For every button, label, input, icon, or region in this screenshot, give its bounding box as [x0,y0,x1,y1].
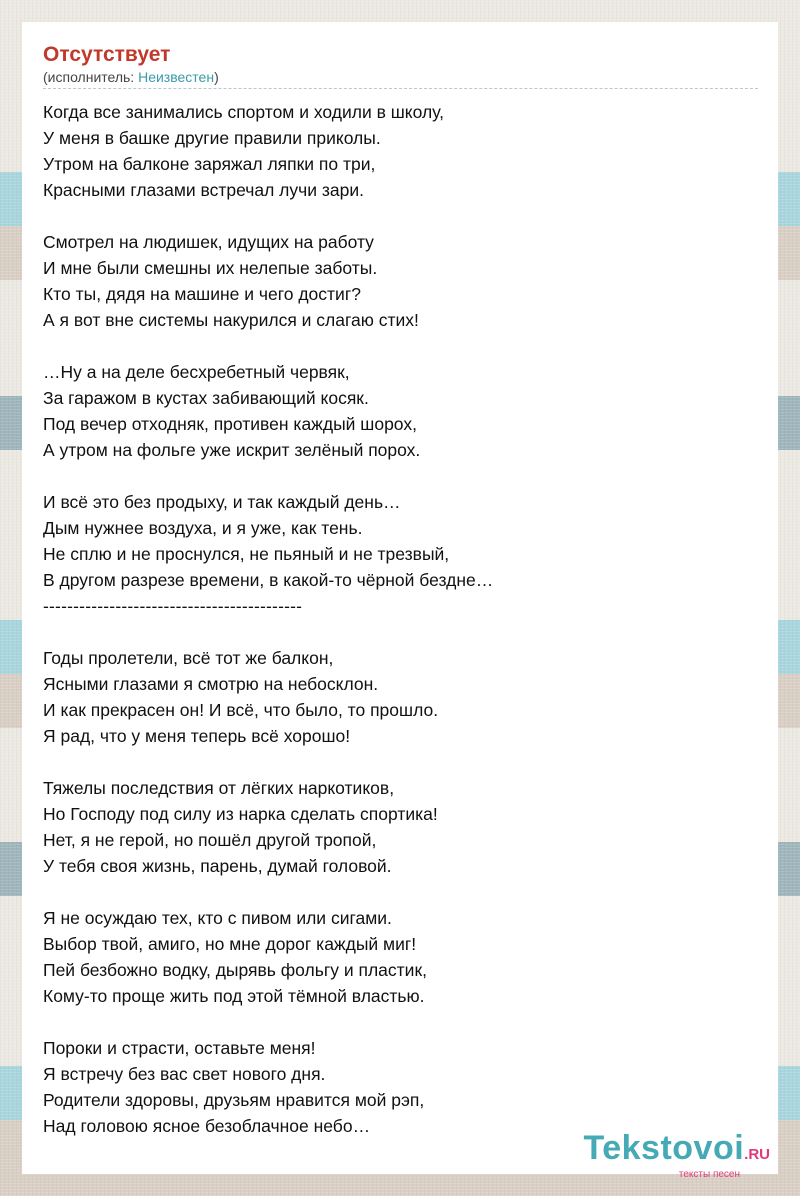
lyric-line: Под вечер отходняк, противен каждый шорох, [43,414,417,434]
lyric-line: У тебя своя жизнь, парень, думай головой. [43,856,392,876]
lyric-line: Пей безбожно водку, дырявь фольгу и пластик, [43,960,427,980]
artist-line [43,68,758,89]
logo-name: Tekstovoi [583,1129,745,1167]
lyric-line: Утром на балконе заряжал ляпки по три, [43,154,376,174]
lyric-line: Родители здоровы, друзьям нравится мой рэп, [43,1090,425,1110]
artist-prefix: (исполнитель: [43,69,139,85]
stanza-3 [43,359,758,463]
lyric-line: Кто ты, дядя на машине и чего достиг? [43,284,361,304]
lyric-line: И как прекрасен он! И всё, что было, то прошло. [43,700,439,720]
lyric-line: У меня в башке другие правили приколы. [43,128,381,148]
logo-tld: .RU [744,1146,770,1163]
logo-tagline: тексты песен [678,1169,740,1180]
lyric-line: Кому-то проще жить под этой тёмной властью. [43,986,425,1006]
lyric-line: Тяжелы последствия от лёгких наркотиков, [43,778,395,798]
lyric-line: В другом разрезе времени, в какой-то чёрной бездне… [43,570,494,590]
lyric-line: Я не осуждаю тех, кто с пивом или сигами. [43,908,392,928]
lyric-line: Но Господу под силу из нарка сделать спортика! [43,804,438,824]
lyric-line: Ясными глазами я смотрю на небосклон. [43,674,379,694]
lyric-line: Нет, я не герой, но пошёл другой тропой, [43,830,377,850]
stanza-8 [43,1035,758,1139]
artist-link[interactable]: Неизвестен [138,69,215,85]
lyric-line: Дым нужнее воздуха, и я уже, как тень. [43,518,363,538]
lyric-line: Над головою ясное безоблачное небо… [43,1116,371,1136]
artist-suffix: ) [214,69,219,85]
section-separator: ------------------------------------------- [43,596,303,616]
lyric-line: И мне были смешны их нелепые заботы. [43,258,378,278]
site-logo[interactable] [570,1129,770,1180]
lyric-line: А утром на фольге уже искрит зелёный порох. [43,440,421,460]
lyric-line: …Ну а на деле бесхребетный червяк, [43,362,350,382]
logo-wordmark [570,1131,770,1172]
lyric-line: Не сплю и не проснулся, не пьяный и не трезвый, [43,544,450,564]
stanza-6 [43,775,758,879]
lyric-line: Красными глазами встречал лучи зари. [43,180,365,200]
lyric-line: Я рад, что у меня теперь всё хорошо! [43,726,351,746]
lyric-line: Выбор твой, амиго, но мне дорог каждый миг! [43,934,417,954]
lyric-line: А я вот вне системы накурился и слагаю стих! [43,310,419,330]
lyrics-card [22,22,778,1174]
lyric-line: И всё это без продыху, и так каждый день… [43,492,401,512]
stanza-5 [43,645,758,749]
lyric-line: Смотрел на людишек, идущих на работу [43,232,374,252]
lyric-line: Когда все занимались спортом и ходили в школу, [43,102,445,122]
lyrics-body [43,99,758,1139]
stanza-1 [43,99,758,203]
lyric-line: Я встречу без вас свет нового дня. [43,1064,326,1084]
lyric-line: Годы пролетели, всё тот же балкон, [43,648,334,668]
song-title: Отсутствует [43,43,171,66]
stanza-7 [43,905,758,1009]
lyric-line: За гаражом в кустах забивающий косяк. [43,388,369,408]
stanza-2 [43,229,758,333]
lyric-line: Пороки и страсти, оставьте меня! [43,1038,316,1058]
stanza-4 [43,489,758,593]
